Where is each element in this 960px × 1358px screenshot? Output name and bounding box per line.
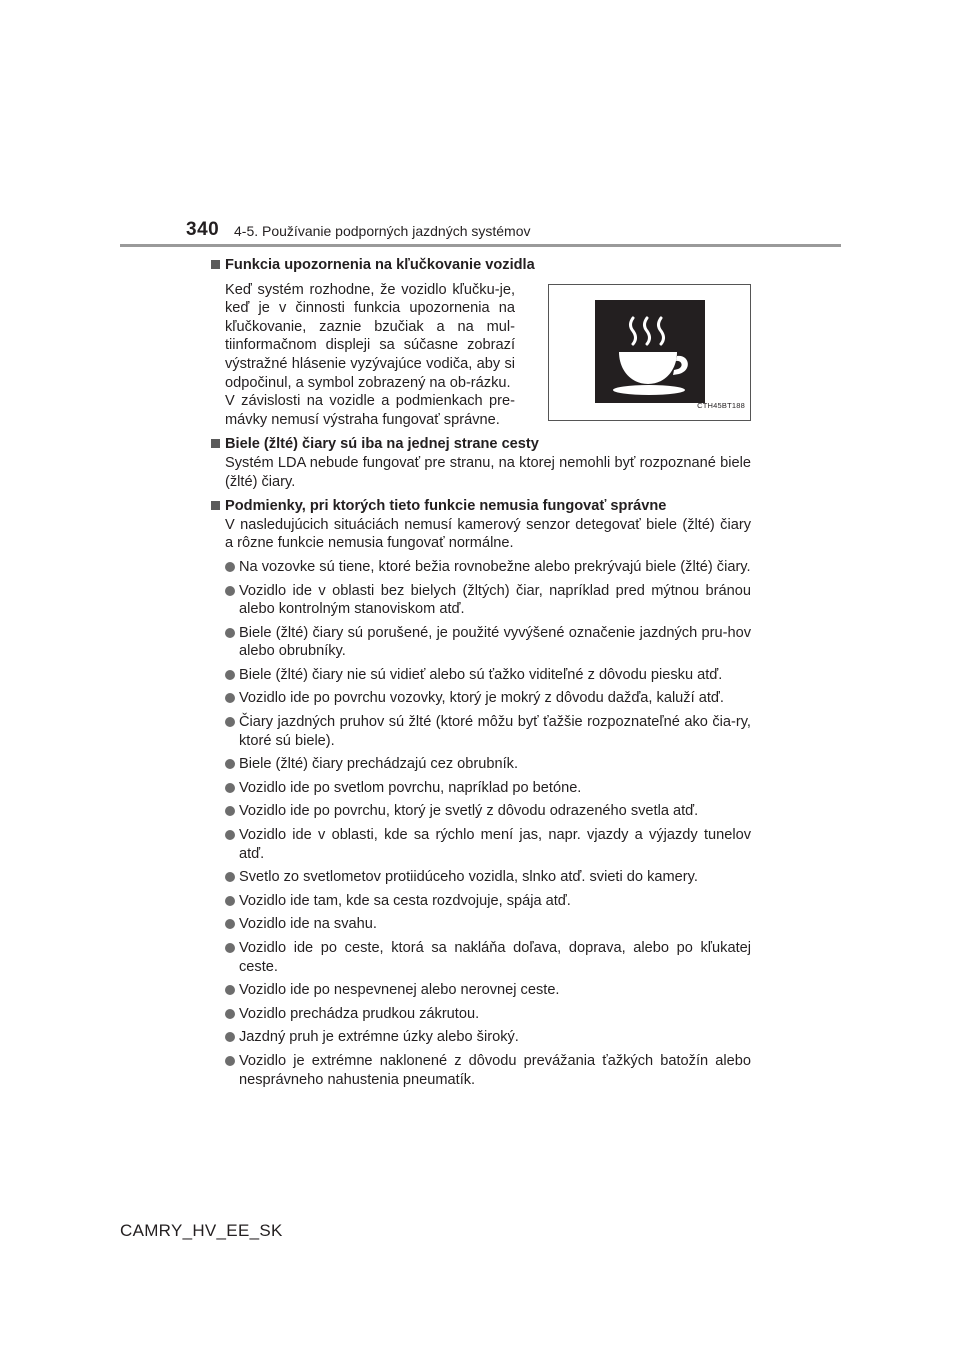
list-item <box>225 624 751 661</box>
circle-bullet-icon <box>225 628 235 638</box>
document-code: CAMRY_HV_EE_SK <box>120 1221 283 1240</box>
intro-row <box>211 281 751 430</box>
list-item <box>225 689 751 708</box>
page-content <box>211 256 751 1095</box>
list-item <box>225 713 751 750</box>
circle-bullet-icon <box>225 586 235 596</box>
section-heading <box>211 256 751 275</box>
list-item-text: Vozidlo ide na svahu. <box>239 916 377 933</box>
list-item-text: Vozidlo ide v oblasti bez bielych (žltých) čiar, napríklad pred mýtnou bránou alebo kontrolným stanoviskom atď. <box>239 582 751 618</box>
intro-text <box>211 281 515 430</box>
list-item <box>225 826 751 863</box>
list-item <box>225 755 751 774</box>
circle-bullet-icon <box>225 872 235 882</box>
list-item-text: Svetlo zo svetlometov protiidúceho vozidla, slnko atď. svieti do kamery. <box>239 869 698 886</box>
list-item-text: Vozidlo ide po povrchu, ktorý je svetlý z dôvodu odrazeného svetla atď. <box>239 803 699 820</box>
circle-bullet-icon <box>225 759 235 769</box>
list-item-text: Čiary jazdných pruhov sú žlté (ktoré môžu byť ťažšie rozpoznateľné ako čia-ry, ktoré sú biele). <box>239 714 751 749</box>
list-item-text: Jazdný pruh je extrémne úzky alebo široký. <box>239 1029 519 1046</box>
list-item <box>225 915 751 934</box>
paragraph: Systém LDA nebude fungovať pre stranu, na ktorej nemohli byť rozpoznané biele (žlté) čiary. <box>225 454 751 490</box>
list-item-text: Biele (žlté) čiary nie sú vidieť alebo sú ťažko viditeľné z dôvodu piesku atď. <box>239 666 723 683</box>
circle-bullet-icon <box>225 693 235 703</box>
square-bullet-icon <box>211 260 220 269</box>
list-item-text: Biele (žlté) čiary prechádzajú cez obrubník. <box>239 756 519 773</box>
section-sway-warning <box>211 256 751 429</box>
circle-bullet-icon <box>225 717 235 727</box>
section-heading <box>211 435 751 454</box>
bullet-list <box>211 558 751 1089</box>
list-item <box>225 1028 751 1047</box>
circle-bullet-icon <box>225 1032 235 1042</box>
circle-bullet-icon <box>225 783 235 793</box>
circle-bullet-icon <box>225 830 235 840</box>
figure-code: CTH45BT188 <box>697 401 745 410</box>
list-item <box>225 981 751 1000</box>
paragraph: Keď systém rozhodne, že vozidlo kľučku-je, keď je v činnosti funkcia upozornenia na kľučkovanie, zaznie bzučiak a na mul-tiinformačnom displeji sa súčasne zobrazí výstražné hlásenie vyzývajúce vodiča, aby si odpočinul, a symbol zobrazený na ob-rázku. <box>225 281 515 391</box>
list-item <box>225 558 751 577</box>
list-item-text: Vozidlo ide po nespevnenej alebo nerovnej ceste. <box>239 982 560 999</box>
list-item <box>225 1005 751 1024</box>
circle-bullet-icon <box>225 670 235 680</box>
heading-text: Biele (žlté) čiary sú iba na jednej strane cesty <box>225 436 539 453</box>
list-item <box>225 939 751 976</box>
square-bullet-icon <box>211 439 220 448</box>
section-heading <box>211 497 751 516</box>
page-number: 340 <box>186 219 220 240</box>
list-item-text: Vozidlo ide v oblasti, kde sa rýchlo mení jas, napr. vjazdy a výjazdy tunelov atď. <box>239 827 751 862</box>
list-item <box>225 892 751 911</box>
list-item-text: Na vozovke sú tiene, ktoré bežia rovnobežne alebo prekrývajú biele (žlté) čiary. <box>239 558 751 575</box>
list-item-text: Vozidlo je extrémne naklonené z dôvodu prevážania ťažkých batožín alebo nesprávneho nahustenia pneumatík. <box>239 1052 751 1088</box>
circle-bullet-icon <box>225 943 235 953</box>
coffee-cup-icon <box>595 300 705 403</box>
circle-bullet-icon <box>225 985 235 995</box>
list-item <box>225 1052 751 1089</box>
circle-bullet-icon <box>225 806 235 816</box>
heading-text: Funkcia upozornenia na kľučkovanie vozidla <box>225 257 535 273</box>
circle-bullet-icon <box>225 896 235 906</box>
list-item <box>225 666 751 685</box>
paragraph: V nasledujúcich situáciách nemusí kamerový senzor detegovať biele (žlté) čiary a rôzne funkcie nemusia fungovať normálne. <box>225 516 751 552</box>
list-item <box>225 779 751 798</box>
circle-bullet-icon <box>225 1056 235 1066</box>
list-item-text: Vozidlo prechádza prudkou zákrutou. <box>239 1005 480 1022</box>
list-item <box>225 868 751 887</box>
circle-bullet-icon <box>225 1009 235 1019</box>
section-title: 4-5. Používanie podporných jazdných systémov <box>234 223 531 239</box>
header-rule <box>120 244 841 247</box>
circle-bullet-icon <box>225 919 235 929</box>
list-item-text: Vozidlo ide po povrchu vozovky, ktorý je mokrý z dôvodu dažďa, kaluží atď. <box>239 690 724 707</box>
section-conditions <box>211 497 751 1089</box>
list-item-text: Vozidlo ide po svetlom povrchu, napríklad po betóne. <box>239 779 582 796</box>
list-item-text: Vozidlo ide po ceste, ktorá sa nakláňa doľava, doprava, alebo po kľukatej ceste. <box>239 940 751 975</box>
circle-bullet-icon <box>225 562 235 572</box>
list-item-text: Biele (žlté) čiary sú porušené, je použité vyvýšené označenie jazdných pru-hov alebo obrubníky. <box>239 624 751 660</box>
list-item <box>225 802 751 821</box>
list-item-text: Vozidlo ide tam, kde sa cesta rozdvojuje, spája atď. <box>239 892 571 909</box>
figure <box>548 284 751 421</box>
list-item <box>225 582 751 619</box>
heading-text: Podmienky, pri ktorých tieto funkcie nemusia fungovať správne <box>225 498 667 515</box>
square-bullet-icon <box>211 501 220 510</box>
section-one-side-lines <box>211 435 751 491</box>
paragraph: V závislosti na vozidle a podmienkach pre-mávky nemusí výstraha fungovať správne. <box>225 393 515 428</box>
